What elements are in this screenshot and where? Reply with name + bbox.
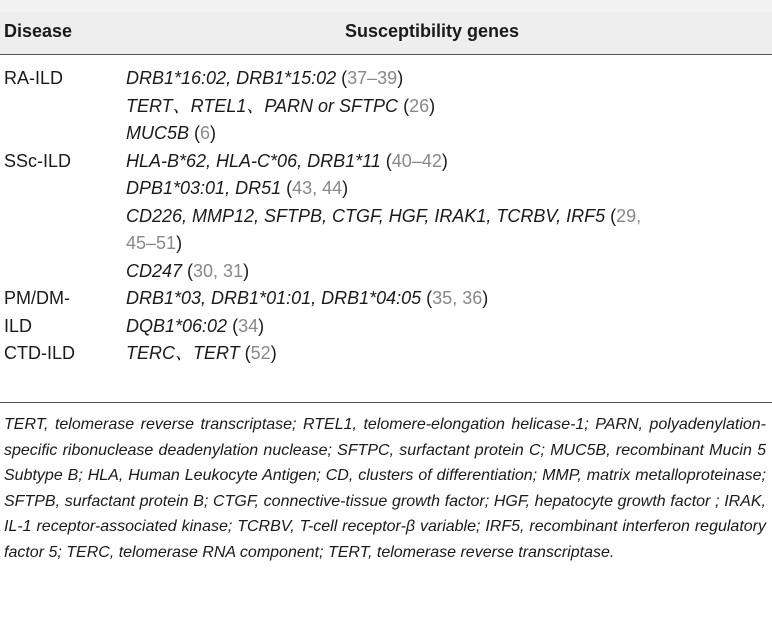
paren-open: ( [239,343,251,363]
table-row [0,340,772,367]
gene-list: CD226, MMP12, SFTPB, CTGF, HGF, IRAK1, TCRBV, IRF5 [126,205,606,226]
reference-link[interactable]: 34 [238,315,259,336]
paren-open: ( [281,178,293,198]
paren-close: ) [176,233,183,253]
paren-open: ( [605,205,617,226]
genes-cell [126,175,348,202]
gene-list: HLA-B*62, HLA-C*06, DRB1*11 [126,150,381,171]
reference-link[interactable]: 6 [200,123,211,143]
gene-list: MUC5B [126,123,190,143]
genes-cell [126,285,488,312]
disease-cell: RA-ILD [4,68,64,88]
reference-link[interactable]: 37–39 [347,68,398,88]
paren-close: ) [243,260,250,281]
paren-close: ) [397,68,404,88]
reference-link[interactable]: 30, 31 [193,260,244,281]
reference-link[interactable]: 29, [616,205,642,226]
disease-cell: PM/DM- [4,288,70,308]
gene-list: DRB1*16:02, DRB1*15:02 [126,68,337,88]
reference-link[interactable]: 26 [409,95,430,116]
header-disease: Disease [4,21,73,41]
genes-cell [126,230,182,257]
table-row [0,65,772,92]
genes-cell [126,65,403,92]
gene-list: DRB1*03, DRB1*01:01, DRB1*04:05 [126,288,422,308]
header-genes: Susceptibility genes [345,21,520,41]
table-row [0,230,772,257]
gene-list: DPB1*03:01, DR51 [126,178,282,198]
paren-close: ) [210,123,217,143]
table-row [0,120,772,147]
genes-cell [126,148,448,175]
paren-open: ( [380,150,392,171]
paren-close: ) [429,95,436,116]
table-header [0,12,772,54]
genes-cell [126,258,249,285]
disease-cell: CTD-ILD [4,343,75,363]
reference-link[interactable]: 40–42 [391,150,442,171]
disease-cell: ILD [4,315,33,336]
genes-cell [126,340,277,367]
gene-list: DQB1*06:02 [126,315,228,336]
paren-open: ( [336,68,348,88]
paren-close: ) [270,343,277,363]
table-bottom-rule [0,402,772,403]
paren-close: ) [441,150,448,171]
reference-link[interactable]: 52 [250,343,271,363]
table-footnote: TERT, telomerase reverse transcriptase; RTEL1, telomere-elongation helicase-1; PARN, polyadenylation-specific ribonuclease deadenylation nuclease; SFTPC, surfactant protein C; MUC5B, recombinant Mucin 5 Subtype B; HLA, Human Leukocyte Antigen; CD, clusters of differentiation; MMP, matrix metalloproteinase; SFTPB, surfactant protein B; CTGF, connective-tissue growth factor; HGF, hepatocyte growth factor ; IRAK, IL-1 receptor-associated kinase; TCRBV, T-cell receptor-β variable; IRF5, recombinant interferon regulatory factor 5; TERC, telomerase RNA component; TERT, telomerase reverse transcriptase. [4,416,766,561]
genes-cell [126,313,264,340]
paren-open: ( [227,315,239,336]
table-row [0,285,772,312]
paren-close: ) [342,178,349,198]
paren-open: ( [182,260,194,281]
top-band [0,0,772,12]
genes-cell [126,203,641,230]
paren-open: ( [189,123,201,143]
paren-close: ) [258,315,265,336]
table-row [0,203,772,230]
header-divider [0,54,772,55]
table-row [0,313,772,340]
table-row [0,258,772,285]
paren-open: ( [398,95,410,116]
paren-open: ( [421,288,433,308]
genes-cell [126,120,216,147]
gene-list: TERC、TERT [126,343,240,363]
table-row [0,148,772,175]
reference-link[interactable]: 43, 44 [292,178,343,198]
reference-link[interactable]: 35, 36 [432,288,483,308]
genes-cell [126,93,435,120]
gene-list: TERT、RTEL1、PARN or SFTPC [126,95,399,116]
reference-link[interactable]: 45–51 [126,233,177,253]
disease-cell: SSc-ILD [4,150,72,171]
table-row [0,93,772,120]
gene-list: CD247 [126,260,183,281]
table-row [0,175,772,202]
paren-close: ) [482,288,489,308]
